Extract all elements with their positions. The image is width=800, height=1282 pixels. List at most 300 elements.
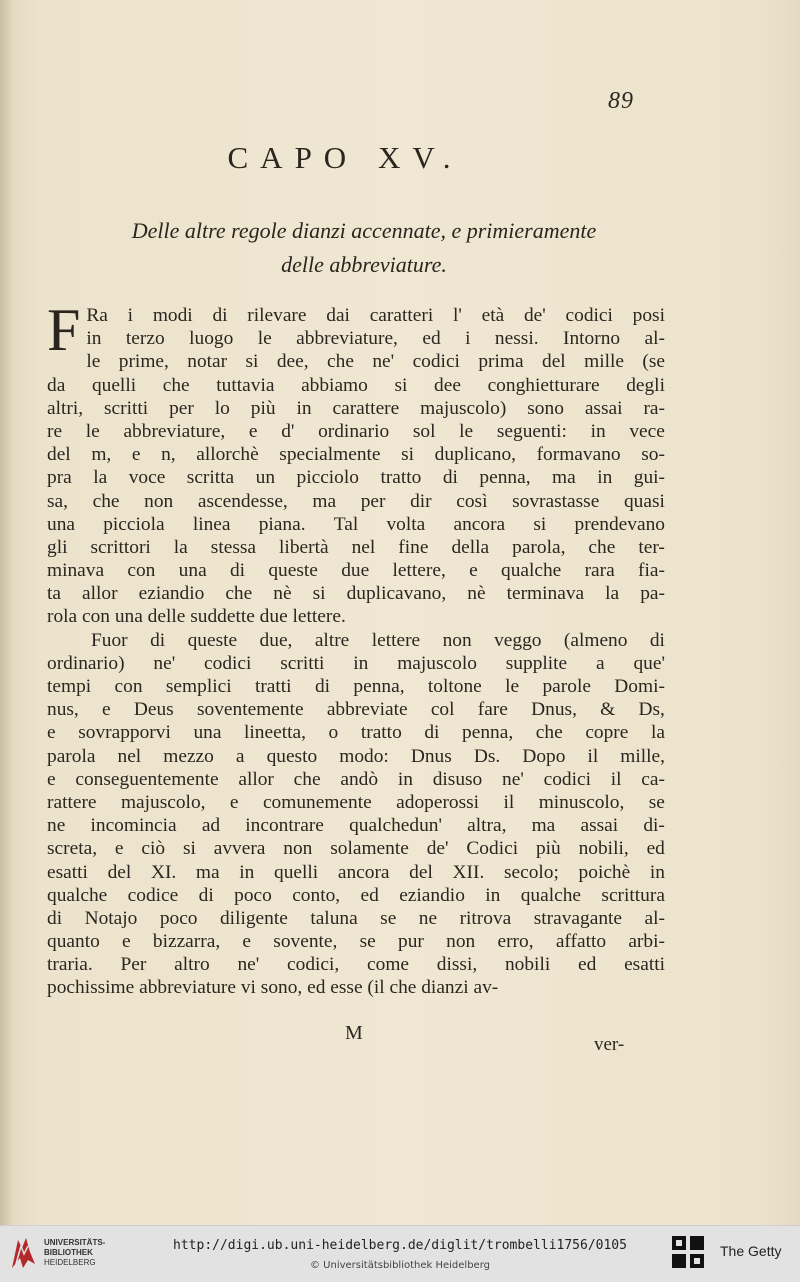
word: voce	[128, 467, 166, 489]
word: qualche	[47, 884, 108, 906]
word: duplicavano,	[346, 583, 447, 605]
word: di	[212, 305, 228, 326]
word: scritti	[280, 652, 325, 674]
word: la	[605, 583, 620, 605]
word: toltone	[427, 676, 482, 697]
word: in	[649, 861, 665, 883]
word: XII.	[452, 861, 485, 883]
word: Codici	[466, 838, 519, 860]
text-line: rola con una delle suddette due lettere.	[47, 606, 346, 628]
word: assai	[584, 397, 623, 419]
word: specialmente	[279, 444, 381, 466]
word: Ds.	[473, 745, 501, 767]
word: ciò	[141, 838, 166, 860]
word: in	[86, 328, 102, 350]
word: que'	[633, 652, 665, 674]
getty-logo[interactable]	[670, 1234, 706, 1274]
text-line	[47, 374, 665, 397]
word: codici	[565, 305, 613, 326]
word: Notajo	[84, 907, 138, 929]
word: Deus	[133, 699, 174, 721]
word: lo	[214, 397, 230, 419]
word: del	[409, 861, 433, 883]
text-line	[86, 327, 665, 350]
word: ne'	[372, 351, 395, 373]
word: del	[542, 351, 566, 373]
word: che	[293, 768, 321, 790]
word: lettere	[371, 629, 421, 651]
word: che	[588, 536, 616, 558]
word: codici	[543, 768, 591, 790]
text-line	[47, 629, 665, 652]
word: di	[229, 560, 246, 582]
word: abbiamo	[301, 374, 368, 396]
word: che	[535, 722, 563, 744]
word: Dnus	[410, 745, 452, 767]
word: dee	[434, 374, 461, 396]
word: più	[250, 397, 276, 419]
word: picciola	[103, 513, 165, 535]
word: e	[47, 722, 56, 744]
word: majuscolo,	[120, 791, 206, 813]
word: penna,	[353, 676, 405, 697]
word: lettere,	[392, 560, 446, 582]
word: tempi	[47, 676, 92, 697]
word: dissi,	[436, 954, 478, 976]
word: del	[107, 861, 132, 883]
text-line	[47, 536, 665, 559]
word: codici	[412, 351, 460, 373]
word: abbreviate	[326, 699, 408, 721]
word: di	[649, 629, 665, 651]
word: linea	[192, 513, 231, 535]
word: Ra	[86, 305, 108, 326]
text-line	[47, 443, 665, 466]
word: le	[85, 420, 100, 442]
word: si	[401, 444, 415, 466]
word: mille,	[620, 745, 665, 767]
word: caratteri	[369, 305, 434, 326]
word: carattere	[332, 397, 400, 419]
word: Domi-	[614, 676, 665, 697]
word: poichè	[578, 861, 631, 883]
word: in	[397, 768, 413, 790]
word: in	[239, 861, 255, 883]
word: assai	[580, 815, 619, 837]
word: traria.	[47, 954, 93, 976]
word: ne'	[502, 768, 524, 790]
word: codici,	[287, 954, 340, 976]
word: se	[648, 791, 665, 813]
text-line	[47, 814, 665, 837]
word: scritti	[104, 397, 149, 419]
text-line	[47, 768, 665, 791]
word: nè	[273, 583, 292, 605]
word: abbreviature,	[123, 420, 226, 442]
word: sol	[412, 420, 436, 442]
word: in	[590, 420, 606, 442]
text-line	[86, 304, 665, 327]
word: e	[469, 560, 478, 582]
word: l'	[452, 305, 462, 326]
word: e	[102, 699, 111, 721]
text-line	[47, 420, 665, 443]
word: ordinario	[318, 420, 390, 442]
word: minava	[47, 560, 105, 582]
word: qualchedun'	[349, 815, 442, 837]
word: di	[47, 907, 63, 929]
word: Dopo	[522, 745, 566, 767]
word: qualche	[501, 560, 562, 582]
text-line	[47, 953, 665, 976]
word: Ds,	[638, 699, 665, 721]
word: del	[47, 444, 71, 466]
word: majuscolo	[397, 652, 477, 674]
word: e	[131, 444, 141, 466]
word: e	[229, 791, 239, 813]
text-line: pochissime abbreviature vi sono, ed esse (il che dianzi av-	[47, 977, 499, 999]
word: vece	[629, 420, 665, 442]
word: modi	[152, 305, 193, 326]
text-line	[47, 884, 665, 907]
word: ta	[47, 583, 61, 605]
text-line	[47, 791, 665, 814]
word: stravagante	[533, 907, 623, 929]
word: che	[225, 583, 253, 605]
text-line	[47, 397, 665, 420]
word: erro,	[497, 931, 534, 953]
university-name-line: UNIVERSITÄTS-	[44, 1238, 106, 1247]
word: comunemente	[262, 791, 372, 813]
word: questo	[266, 745, 318, 767]
word: so-	[641, 444, 665, 466]
word: posi	[632, 305, 665, 326]
word: il	[610, 768, 622, 790]
text-line	[47, 698, 665, 721]
word: &	[600, 699, 616, 721]
word: si	[533, 513, 547, 535]
word: ritrova	[459, 907, 512, 929]
word: di-	[643, 815, 665, 837]
word: modo:	[339, 745, 389, 767]
word: col	[430, 699, 455, 721]
catchword: ver-	[594, 1034, 625, 1055]
word: notar	[187, 351, 228, 373]
word: che	[162, 374, 190, 396]
word: solamente	[330, 838, 409, 860]
word: taluna	[310, 907, 358, 929]
permalink-url[interactable]: http://digi.ub.uni-heidelberg.de/diglit/trombelli1756/0105	[173, 1238, 627, 1253]
word: libertà	[279, 536, 329, 558]
word: soventemente	[196, 699, 304, 721]
subtitle-line: delle abbreviature.	[281, 252, 447, 277]
word: dee,	[276, 351, 309, 373]
text-line	[47, 559, 665, 582]
word: di	[424, 722, 440, 744]
word: allor	[82, 583, 118, 605]
word: altro	[174, 954, 210, 976]
word: dir	[410, 490, 432, 512]
word: ma	[195, 861, 220, 883]
word: in	[353, 652, 369, 674]
word: scrittura	[601, 884, 665, 906]
word: eziandio	[138, 583, 205, 605]
word: screta,	[47, 838, 98, 860]
text-line	[47, 861, 665, 884]
word: Tal	[333, 513, 359, 535]
word: che	[92, 490, 120, 512]
word: quasi	[623, 490, 665, 512]
word: prima	[478, 351, 524, 373]
word: nobili	[504, 954, 551, 976]
word: ne'	[153, 652, 176, 674]
word: le	[459, 420, 474, 442]
word: e	[248, 420, 258, 442]
word: ma	[552, 467, 576, 489]
word: per	[360, 490, 386, 512]
word: tratto	[380, 467, 422, 489]
word: (se	[642, 351, 665, 373]
word: una	[193, 722, 222, 744]
word: Fuor	[91, 629, 128, 651]
word: majuscolo)	[420, 397, 507, 419]
word: il	[503, 791, 515, 813]
word: ne	[47, 815, 66, 837]
word: (almeno	[563, 629, 628, 651]
word: tuttavia	[216, 374, 275, 396]
word: luogo	[189, 328, 234, 350]
word: sovrapporvi	[78, 722, 171, 744]
word: ed	[422, 328, 441, 350]
word: a	[235, 745, 245, 767]
word: adoperossi	[396, 791, 480, 813]
word: altre	[314, 629, 350, 651]
word: de'	[426, 838, 449, 860]
text-line	[47, 513, 665, 536]
word: di	[150, 629, 166, 651]
word: il	[587, 745, 599, 767]
text-line	[47, 837, 665, 860]
word: seguenti:	[496, 420, 567, 442]
word: piana.	[258, 513, 306, 535]
word: scrittori	[90, 536, 151, 558]
word: si	[394, 374, 408, 396]
word: ascendesse,	[197, 490, 288, 512]
word: pur	[398, 931, 424, 953]
body-text	[47, 297, 665, 1000]
word: eziandio	[399, 884, 465, 906]
word: in	[485, 884, 501, 906]
word: m,	[91, 444, 112, 466]
word: qualche	[520, 884, 582, 906]
word: codici	[204, 652, 252, 674]
word: dai	[326, 305, 350, 326]
text-line	[47, 930, 665, 953]
word: pra	[47, 467, 72, 489]
word: le	[257, 328, 272, 350]
drop-capital: F	[47, 297, 81, 363]
word: sa,	[47, 490, 69, 512]
word: al-	[644, 907, 665, 929]
university-name-line: BIBLIOTHEK	[44, 1248, 93, 1257]
word: nel	[351, 536, 376, 558]
word: come	[367, 954, 410, 976]
word: in	[296, 397, 312, 419]
word: rara	[584, 560, 615, 582]
word: mille	[584, 351, 624, 373]
word: da	[47, 374, 66, 396]
word: andò	[340, 768, 379, 790]
word: secolo;	[503, 861, 559, 883]
word: ne	[418, 907, 438, 929]
word: nus,	[47, 699, 79, 721]
word: d'	[281, 420, 295, 442]
word: non	[144, 490, 174, 512]
word: Per	[120, 954, 147, 976]
word: semplici	[165, 676, 232, 697]
word: sovrastasse	[512, 490, 600, 512]
word: allorchè	[196, 444, 259, 466]
word: altri,	[47, 397, 84, 419]
word: gui-	[633, 467, 665, 489]
word: ordinario)	[47, 652, 125, 674]
word: conto,	[292, 884, 341, 906]
word: fare	[477, 699, 508, 721]
word: esatti	[624, 954, 665, 976]
word: allor	[238, 768, 274, 790]
word: degli	[626, 374, 665, 396]
word: volta	[386, 513, 426, 535]
word: disuso	[432, 768, 483, 790]
word: diligente	[219, 907, 288, 929]
word: avvera	[213, 838, 266, 860]
word: e	[114, 838, 124, 860]
chapter-title: CAPO XV.	[227, 140, 463, 175]
word: e	[47, 768, 56, 790]
word: parola	[47, 745, 96, 767]
word: due,	[259, 629, 293, 651]
word: le	[505, 676, 520, 697]
word: due	[341, 560, 370, 582]
word: parole	[542, 676, 591, 697]
word: e	[242, 931, 252, 953]
word: con	[127, 560, 156, 582]
word: di	[442, 467, 458, 489]
word: queste	[187, 629, 238, 651]
word: nobili,	[578, 838, 629, 860]
word: scritta	[186, 467, 235, 489]
word: ma	[312, 490, 337, 512]
word: codice	[127, 884, 179, 906]
word: bizzarra,	[152, 931, 221, 953]
university-name-line: HEIDELBERG	[44, 1258, 96, 1267]
text-line	[47, 466, 665, 489]
word: sono	[527, 397, 564, 419]
word: mezzo	[163, 745, 214, 767]
signature-mark: M	[345, 1022, 363, 1044]
word: duplicano,	[434, 444, 516, 466]
word: ed	[577, 954, 597, 976]
word: pa-	[640, 583, 665, 605]
word: ra-	[643, 397, 665, 419]
word: esatti	[47, 861, 88, 883]
word: i	[465, 328, 471, 350]
word: abbreviature,	[296, 328, 398, 350]
footer-bar	[0, 1225, 800, 1282]
word: non	[283, 838, 313, 860]
word: una	[178, 560, 207, 582]
word: picciolo	[296, 467, 359, 489]
word: terminava	[506, 583, 585, 605]
word: e	[122, 931, 131, 953]
word: o	[328, 722, 339, 744]
text-line	[47, 652, 665, 675]
word: le	[86, 351, 101, 373]
word: lineetta,	[244, 722, 306, 744]
word: stessa	[210, 536, 257, 558]
word: Intorno	[563, 328, 621, 350]
word: per	[169, 397, 194, 419]
page-number: 89	[608, 88, 634, 114]
word: della	[451, 536, 490, 558]
word: non	[442, 629, 472, 651]
word: quelli	[274, 861, 319, 883]
word: al-	[644, 328, 665, 350]
word: fia-	[638, 560, 665, 582]
word: ed	[646, 838, 665, 860]
word: rilevare	[247, 305, 307, 326]
text-line	[47, 490, 665, 513]
word: rattere	[47, 791, 97, 813]
partner-name[interactable]: The Getty	[720, 1243, 782, 1259]
word: gli	[47, 536, 68, 558]
word: nessi.	[494, 328, 539, 350]
word: n,	[161, 444, 176, 466]
word: formavano	[536, 444, 621, 466]
word: conghietturare	[487, 374, 600, 396]
word: queste	[268, 560, 318, 582]
word: conseguentemente	[75, 768, 219, 790]
word: penna,	[479, 467, 531, 489]
word: ed	[360, 884, 379, 906]
word: nel	[117, 745, 142, 767]
copyright-notice: © Universitätsbibliothek Heidelberg	[309, 1260, 490, 1271]
paragraph-2	[47, 629, 665, 1000]
word: poco	[234, 884, 272, 906]
word: ter-	[638, 536, 665, 558]
word: ad	[201, 815, 221, 837]
word: si	[245, 351, 259, 373]
word: parola,	[512, 536, 566, 558]
word: la	[650, 722, 665, 744]
word: poco	[159, 907, 198, 929]
word: età	[481, 305, 505, 326]
text-line	[47, 745, 665, 768]
word: che	[327, 351, 354, 373]
word: de'	[523, 305, 546, 326]
word: penna,	[462, 722, 514, 744]
word: copre	[585, 722, 629, 744]
text-line	[47, 582, 665, 605]
word: nè	[467, 583, 486, 605]
word: tratto	[360, 722, 402, 744]
word: incontrare	[245, 815, 324, 837]
word: Dnus,	[531, 699, 577, 721]
word: XI.	[150, 861, 177, 883]
word: incomincia	[90, 815, 177, 837]
word: si	[312, 583, 326, 605]
word: di	[198, 884, 214, 906]
